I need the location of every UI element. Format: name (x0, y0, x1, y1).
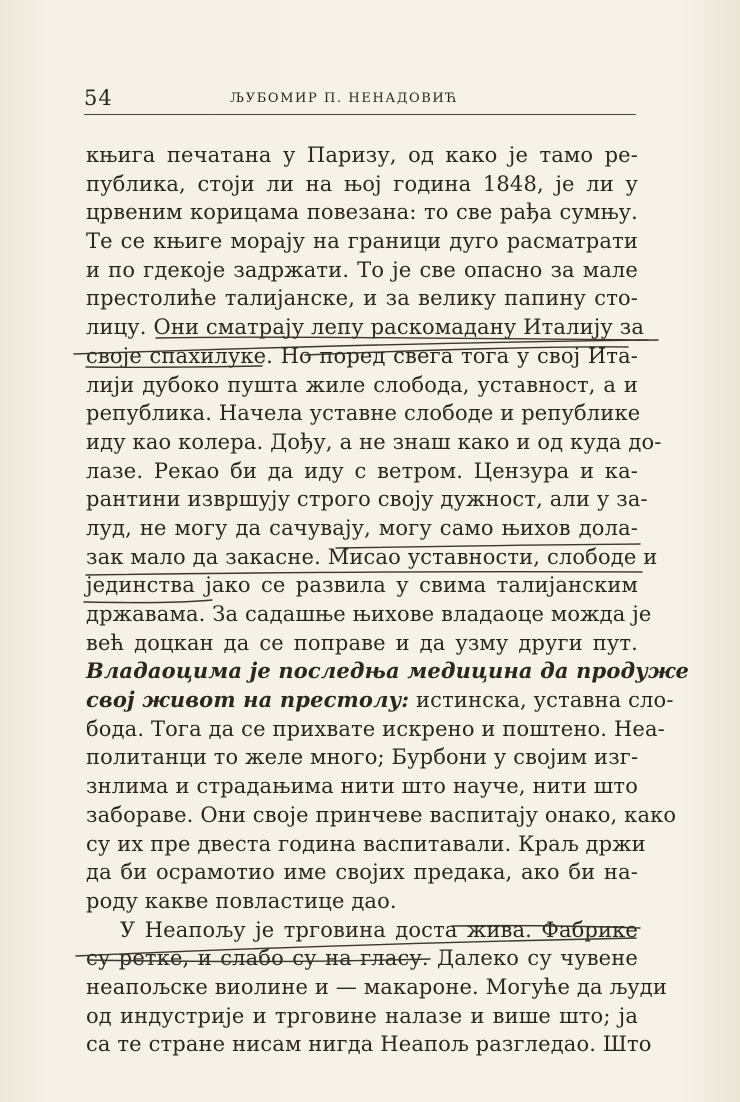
text-line: луд, не могу да сачувају, могу само њихов дола- (86, 515, 638, 540)
page-header (84, 86, 636, 115)
text-line-italic: Владаоцима је последња медицина да продуже (86, 658, 690, 684)
text-line: своје спахилуке. Но поред свега тога у свој Ита- (86, 343, 638, 368)
text-line: са те стране нисам нигда Неапољ разгледао. Што (86, 1032, 652, 1057)
italic-run: свој живот на престолу: (86, 687, 410, 713)
text-line: јединства јако се развила у свима талијанским (86, 573, 638, 598)
page-number: 54 (84, 86, 113, 110)
text-line: да би осрамотио име својих предака, ако би на- (86, 860, 638, 885)
text-line: лазе. Рекао би да иду с ветром. Цензура и ка- (86, 458, 638, 483)
text-line: већ доцкан да се поправе и да узму други пут. (86, 630, 638, 655)
text-line: У Неапољу је трговина доста жива. Фабрике (120, 917, 638, 942)
text-line: рантини извршују строго своју дужност, али у за- (86, 487, 648, 512)
text-line: неапољске виолине и — макароне. Могуће да људи (86, 974, 668, 999)
text-line: иду као колера. Дођу, а не знаш како и од куда до- (86, 429, 662, 454)
text-line: забораве. Они своје принчеве васпитају онако, како (86, 802, 677, 827)
text-line: Те се књиге морају на граници дуго расматрати (86, 229, 638, 254)
text-line: и по гдекоје задржати. То је све опасно за мале (86, 257, 638, 282)
text-line: публика, стоји ли на њој година 1848, је ли у (86, 171, 638, 196)
text-line: знлима и страдањима нити што науче, нити што (86, 774, 638, 799)
plain-run: истинска, уставна сло- (416, 688, 674, 713)
text-line: роду какве повластице дао. (86, 888, 397, 913)
text-line: бода. Тога да се прихвате искрено и поштено. Неа- (86, 716, 665, 741)
text-line: црвеним корицама повезана: то све рађа сумњу. (86, 200, 638, 225)
text-line: престолиће талијанске, и за велику папину сто- (86, 286, 638, 311)
text-line-mixed (86, 686, 674, 715)
text-line: лицу. Они сматрају лепу раскомадану Италију за (86, 315, 644, 340)
body-text (86, 141, 690, 1059)
text-line: република. Начела уставне слободе и републике (86, 401, 641, 426)
text-line: су ретке, и слабо су на гласу. Далеко су чувене (86, 946, 638, 971)
running-head: ЉУБОМИР П. НЕНАДОВИЋ (230, 91, 459, 106)
text-line: зак мало да закасне. Мисао уставности, слободе и (86, 544, 658, 569)
text-line: од индустрије и трговине налазе и више што; ја (86, 1003, 638, 1028)
text-line: су их пре двеста година васпитавали. Краљ држи (86, 831, 646, 856)
text-line: политанци то желе много; Бурбони у својим изг- (86, 745, 639, 770)
text-line: књига печатана у Паризу, од како је тамо ре- (86, 143, 638, 167)
text-line: државама. За садашње њихове владаоце можда је (86, 602, 652, 626)
text-line: лији дубоко пушта жиле слобода, уставност, а и (86, 372, 638, 397)
